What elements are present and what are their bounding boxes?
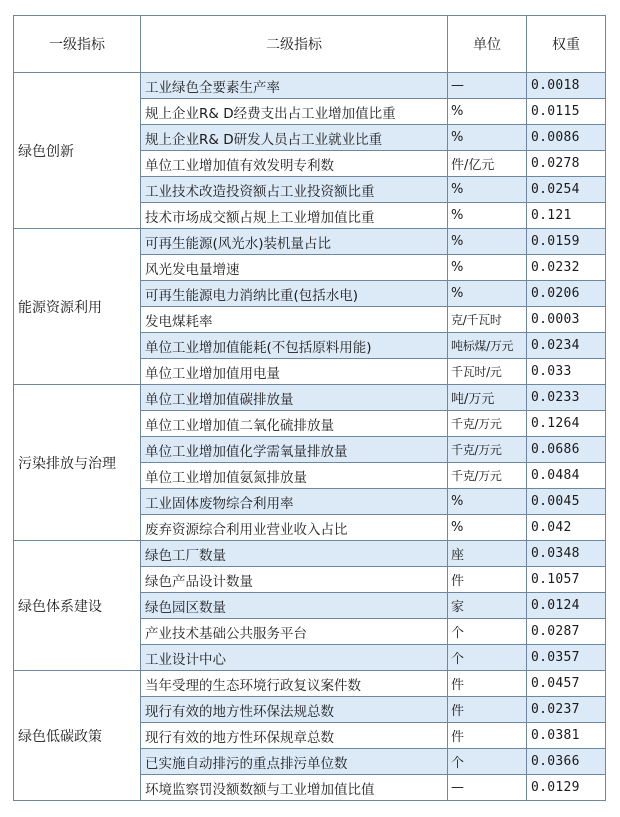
table-body <box>14 73 606 801</box>
indicator-cell: 工业设计中心 <box>141 645 448 671</box>
group-name-cell: 绿色体系建设 <box>14 541 141 671</box>
weight-cell: 0.1057 <box>527 567 606 593</box>
indicator-cell: 绿色园区数量 <box>141 593 448 619</box>
weight-cell: 0.0287 <box>527 619 606 645</box>
indicator-cell: 单位工业增加值氨氮排放量 <box>141 463 448 489</box>
weight-cell: 0.0159 <box>527 229 606 255</box>
indicator-cell: 可再生能源(风光水)装机量占比 <box>141 229 448 255</box>
unit-cell: 件 <box>448 723 527 749</box>
indicator-cell: 当年受理的生态环境行政复议案件数 <box>141 671 448 697</box>
unit-cell: % <box>448 489 527 515</box>
weight-cell: 0.0018 <box>527 73 606 99</box>
indicator-cell: 发电煤耗率 <box>141 307 448 333</box>
weight-cell: 0.0086 <box>527 125 606 151</box>
indicator-cell: 现行有效的地方性环保法规总数 <box>141 697 448 723</box>
unit-cell: 座 <box>448 541 527 567</box>
indicator-cell: 单位工业增加值能耗(不包括原料用能) <box>141 333 448 359</box>
indicator-cell: 单位工业增加值有效发明专利数 <box>141 151 448 177</box>
indicator-cell: 工业绿色全要素生产率 <box>141 73 448 99</box>
unit-cell: 吨/万元 <box>448 385 527 411</box>
table-row <box>14 541 606 567</box>
unit-cell: 千瓦时/元 <box>448 359 527 385</box>
indicator-cell: 规上企业R& D研发人员占工业就业比重 <box>141 125 448 151</box>
weight-cell: 0.033 <box>527 359 606 385</box>
weight-cell: 0.0254 <box>527 177 606 203</box>
indicator-cell: 规上企业R& D经费支出占工业增加值比重 <box>141 99 448 125</box>
unit-cell: 件 <box>448 567 527 593</box>
header-weight: 权重 <box>527 16 606 73</box>
unit-cell: — <box>448 73 527 99</box>
unit-cell: 件 <box>448 671 527 697</box>
unit-cell: % <box>448 203 527 229</box>
unit-cell: % <box>448 229 527 255</box>
indicator-cell: 产业技术基础公共服务平台 <box>141 619 448 645</box>
indicator-cell: 风光发电量增速 <box>141 255 448 281</box>
indicator-cell: 绿色工厂数量 <box>141 541 448 567</box>
unit-cell: 千克/万元 <box>448 411 527 437</box>
indicator-weight-table <box>13 15 606 801</box>
weight-cell: 0.0115 <box>527 99 606 125</box>
weight-cell: 0.0237 <box>527 697 606 723</box>
weight-cell: 0.0484 <box>527 463 606 489</box>
table-row <box>14 73 606 99</box>
indicator-cell: 单位工业增加值二氧化硫排放量 <box>141 411 448 437</box>
weight-cell: 0.0357 <box>527 645 606 671</box>
indicator-cell: 可再生能源电力消纳比重(包括水电) <box>141 281 448 307</box>
table-row <box>14 229 606 255</box>
unit-cell: % <box>448 99 527 125</box>
weight-cell: 0.0234 <box>527 333 606 359</box>
unit-cell: 家 <box>448 593 527 619</box>
indicator-cell: 绿色产品设计数量 <box>141 567 448 593</box>
table-row <box>14 671 606 697</box>
weight-cell: 0.0045 <box>527 489 606 515</box>
unit-cell: 吨标煤/万元 <box>448 333 527 359</box>
unit-cell: 千克/万元 <box>448 437 527 463</box>
unit-cell: 个 <box>448 619 527 645</box>
weight-cell: 0.0124 <box>527 593 606 619</box>
group-name-cell: 绿色创新 <box>14 73 141 229</box>
weight-cell: 0.0129 <box>527 775 606 801</box>
unit-cell: 个 <box>448 645 527 671</box>
weight-cell: 0.0348 <box>527 541 606 567</box>
indicator-cell: 环境监察罚没额数额与工业增加值比值 <box>141 775 448 801</box>
indicator-cell: 废弃资源综合利用业营业收入占比 <box>141 515 448 541</box>
unit-cell: 克/千瓦时 <box>448 307 527 333</box>
weight-cell: 0.0366 <box>527 749 606 775</box>
unit-cell: 千克/万元 <box>448 463 527 489</box>
unit-cell: % <box>448 255 527 281</box>
indicator-cell: 工业固体废物综合利用率 <box>141 489 448 515</box>
unit-cell: 个 <box>448 749 527 775</box>
weight-cell: 0.0278 <box>527 151 606 177</box>
weight-cell: 0.121 <box>527 203 606 229</box>
indicator-cell: 单位工业增加值碳排放量 <box>141 385 448 411</box>
group-name-cell: 污染排放与治理 <box>14 385 141 541</box>
indicator-cell: 单位工业增加值用电量 <box>141 359 448 385</box>
indicator-cell: 现行有效的地方性环保规章总数 <box>141 723 448 749</box>
unit-cell: 件 <box>448 697 527 723</box>
unit-cell: — <box>448 775 527 801</box>
weight-cell: 0.0686 <box>527 437 606 463</box>
header-level1: 一级指标 <box>14 16 141 73</box>
header-level2: 二级指标 <box>141 16 448 73</box>
table-row <box>14 385 606 411</box>
unit-cell: % <box>448 281 527 307</box>
unit-cell: 件/亿元 <box>448 151 527 177</box>
unit-cell: % <box>448 125 527 151</box>
unit-cell: % <box>448 515 527 541</box>
weight-cell: 0.0381 <box>527 723 606 749</box>
weight-cell: 0.0457 <box>527 671 606 697</box>
weight-cell: 0.0233 <box>527 385 606 411</box>
group-name-cell: 绿色低碳政策 <box>14 671 141 801</box>
weight-cell: 0.0232 <box>527 255 606 281</box>
header-unit: 单位 <box>448 16 527 73</box>
weight-cell: 0.0206 <box>527 281 606 307</box>
indicator-cell: 技术市场成交额占规上工业增加值比重 <box>141 203 448 229</box>
weight-cell: 0.0003 <box>527 307 606 333</box>
indicator-cell: 已实施自动排污的重点排污单位数 <box>141 749 448 775</box>
unit-cell: % <box>448 177 527 203</box>
weight-cell: 0.042 <box>527 515 606 541</box>
weight-cell: 0.1264 <box>527 411 606 437</box>
group-name-cell: 能源资源利用 <box>14 229 141 385</box>
table-header-row <box>14 16 606 73</box>
indicator-cell: 工业技术改造投资额占工业投资额比重 <box>141 177 448 203</box>
indicator-cell: 单位工业增加值化学需氧量排放量 <box>141 437 448 463</box>
